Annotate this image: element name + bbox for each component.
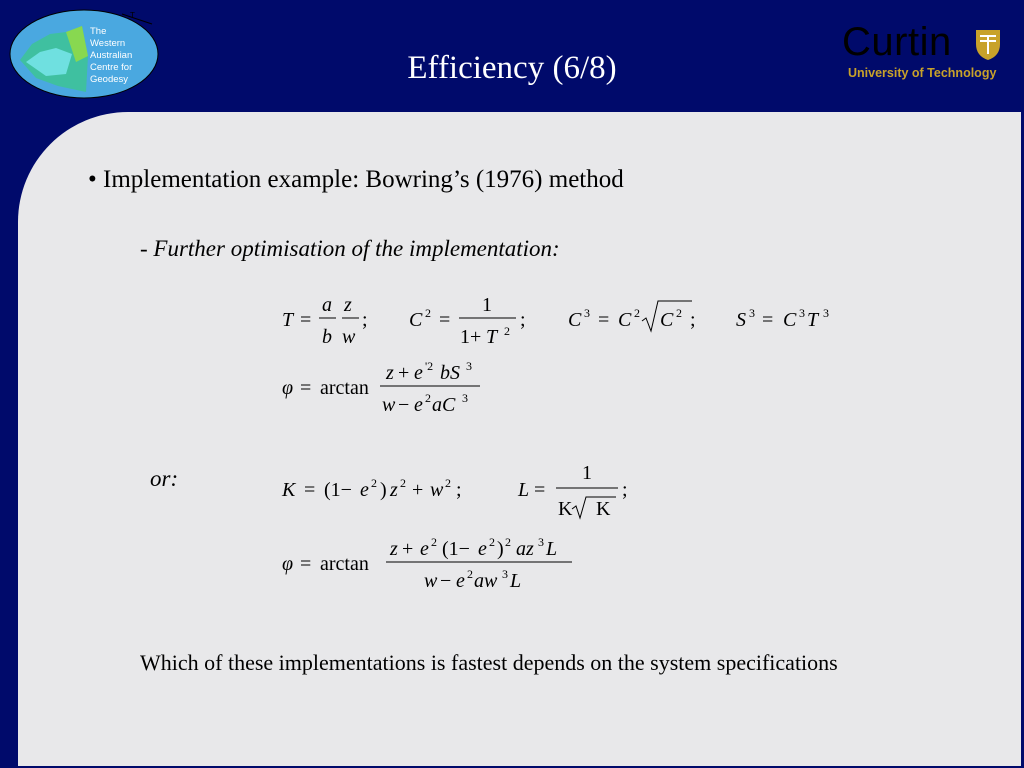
svg-text:2: 2 [400,476,406,490]
svg-text:+: + [398,362,410,384]
svg-text:1+: 1+ [460,326,482,348]
svg-text:2: 2 [425,306,431,320]
svg-text:=: = [439,309,451,331]
sub-point: - Further optimisation of the implementation: [140,236,560,261]
svg-text:C: C [409,309,423,331]
svg-text:a: a [322,294,332,316]
svg-text:L: L [546,538,558,560]
svg-text:az: az [516,538,534,560]
svg-text:C: C [660,309,674,331]
logo-line-4: Centre for [90,62,133,73]
svg-text:(1−: (1− [324,479,352,501]
svg-text:−: − [440,570,452,592]
svg-text:T: T [130,11,135,20]
svg-text:w: w [342,326,356,348]
svg-text:2: 2 [504,324,510,338]
svg-text:): ) [497,538,504,560]
svg-text:S: S [736,309,746,331]
svg-text:aw: aw [474,570,498,592]
svg-text:3: 3 [749,306,755,320]
svg-text:2: 2 [431,535,437,549]
shield-icon [974,28,1002,62]
logo-line-5: Geodesy [90,74,129,85]
svg-text:;: ; [520,309,526,331]
svg-text:z: z [390,538,398,560]
or-label: or: [150,466,179,491]
svg-text:w: w [430,479,444,501]
curtin-logo [842,20,1006,86]
svg-text:φ: φ [282,377,294,399]
svg-text:3: 3 [538,535,544,549]
svg-text:'2: '2 [425,359,434,373]
svg-text:2: 2 [371,476,377,490]
svg-text:K: K [558,498,573,520]
svg-text:z: z [344,294,352,316]
svg-text:e: e [478,538,487,560]
svg-text:;: ; [622,479,628,501]
svg-text:+: + [402,538,414,560]
svg-text:e: e [414,362,423,384]
svg-text:T: T [807,309,819,331]
svg-text:z: z [386,362,394,384]
svg-text:3: 3 [502,567,508,581]
svg-text:bS: bS [440,362,460,384]
curtin-name: Curtin [842,20,952,64]
svg-text:2: 2 [634,306,640,320]
svg-text:1: 1 [482,294,492,316]
svg-text:w: w [424,570,438,592]
svg-text:e: e [360,479,369,501]
svg-text:C: C [618,309,632,331]
svg-text:3: 3 [799,306,805,320]
svg-text:=: = [300,553,312,575]
svg-text:arctan: arctan [320,553,369,575]
svg-text:K: K [596,498,611,520]
svg-text:;: ; [690,309,696,331]
svg-text:e: e [414,394,423,416]
svg-text:T: T [282,309,294,331]
svg-text:=: = [762,309,774,331]
svg-text:e: e [420,538,429,560]
svg-text:1: 1 [582,462,592,484]
logo-line-3: Australian [90,50,133,61]
svg-text:L: L [518,479,530,501]
sub-point-text: Further optimisation of the implementation: [153,236,560,261]
svg-text:=: = [304,479,316,501]
svg-text:): ) [380,479,387,501]
svg-text:2: 2 [505,535,511,549]
svg-text:C: C [568,309,582,331]
curtin-subtitle: University of Technology [848,66,997,80]
svg-text:=: = [300,377,312,399]
conclusion-note: Which of these implementations is fastest depends on the system specifications [140,650,838,675]
svg-text:=: = [598,309,610,331]
svg-text:2: 2 [425,391,431,405]
svg-text:−: − [398,394,410,416]
svg-text:w: w [382,394,396,416]
svg-text:=: = [534,479,546,501]
svg-text:e: e [456,570,465,592]
slide-title: Efficiency (6/8) [407,50,617,86]
svg-text:T: T [486,326,498,348]
svg-text:2: 2 [489,535,495,549]
svg-text:;: ; [456,479,462,501]
bullet-point: • Implementation example: Bowring’s (1976) method [88,166,624,193]
svg-text:2: 2 [445,476,451,490]
svg-text:b: b [322,326,332,348]
svg-text:K: K [282,479,296,501]
equations [262,285,882,615]
logo-line-1: The [90,26,107,37]
svg-text:arctan: arctan [320,377,369,399]
svg-text:(1−: (1− [442,538,470,560]
svg-text:+: + [412,479,424,501]
svg-text:3: 3 [584,306,590,320]
svg-text:3: 3 [466,359,472,373]
svg-text:3: 3 [823,306,829,320]
svg-text:2: 2 [467,567,473,581]
logo-line-2: Western [90,38,126,49]
svg-text:2: 2 [676,306,682,320]
svg-text:aC: aC [432,394,456,416]
svg-text:L: L [510,570,522,592]
svg-text:C: C [783,309,797,331]
svg-text:3: 3 [462,391,468,405]
svg-text:=: = [300,309,312,331]
svg-text:φ: φ [282,553,294,575]
svg-text:z: z [390,479,398,501]
svg-text:;: ; [362,309,368,331]
